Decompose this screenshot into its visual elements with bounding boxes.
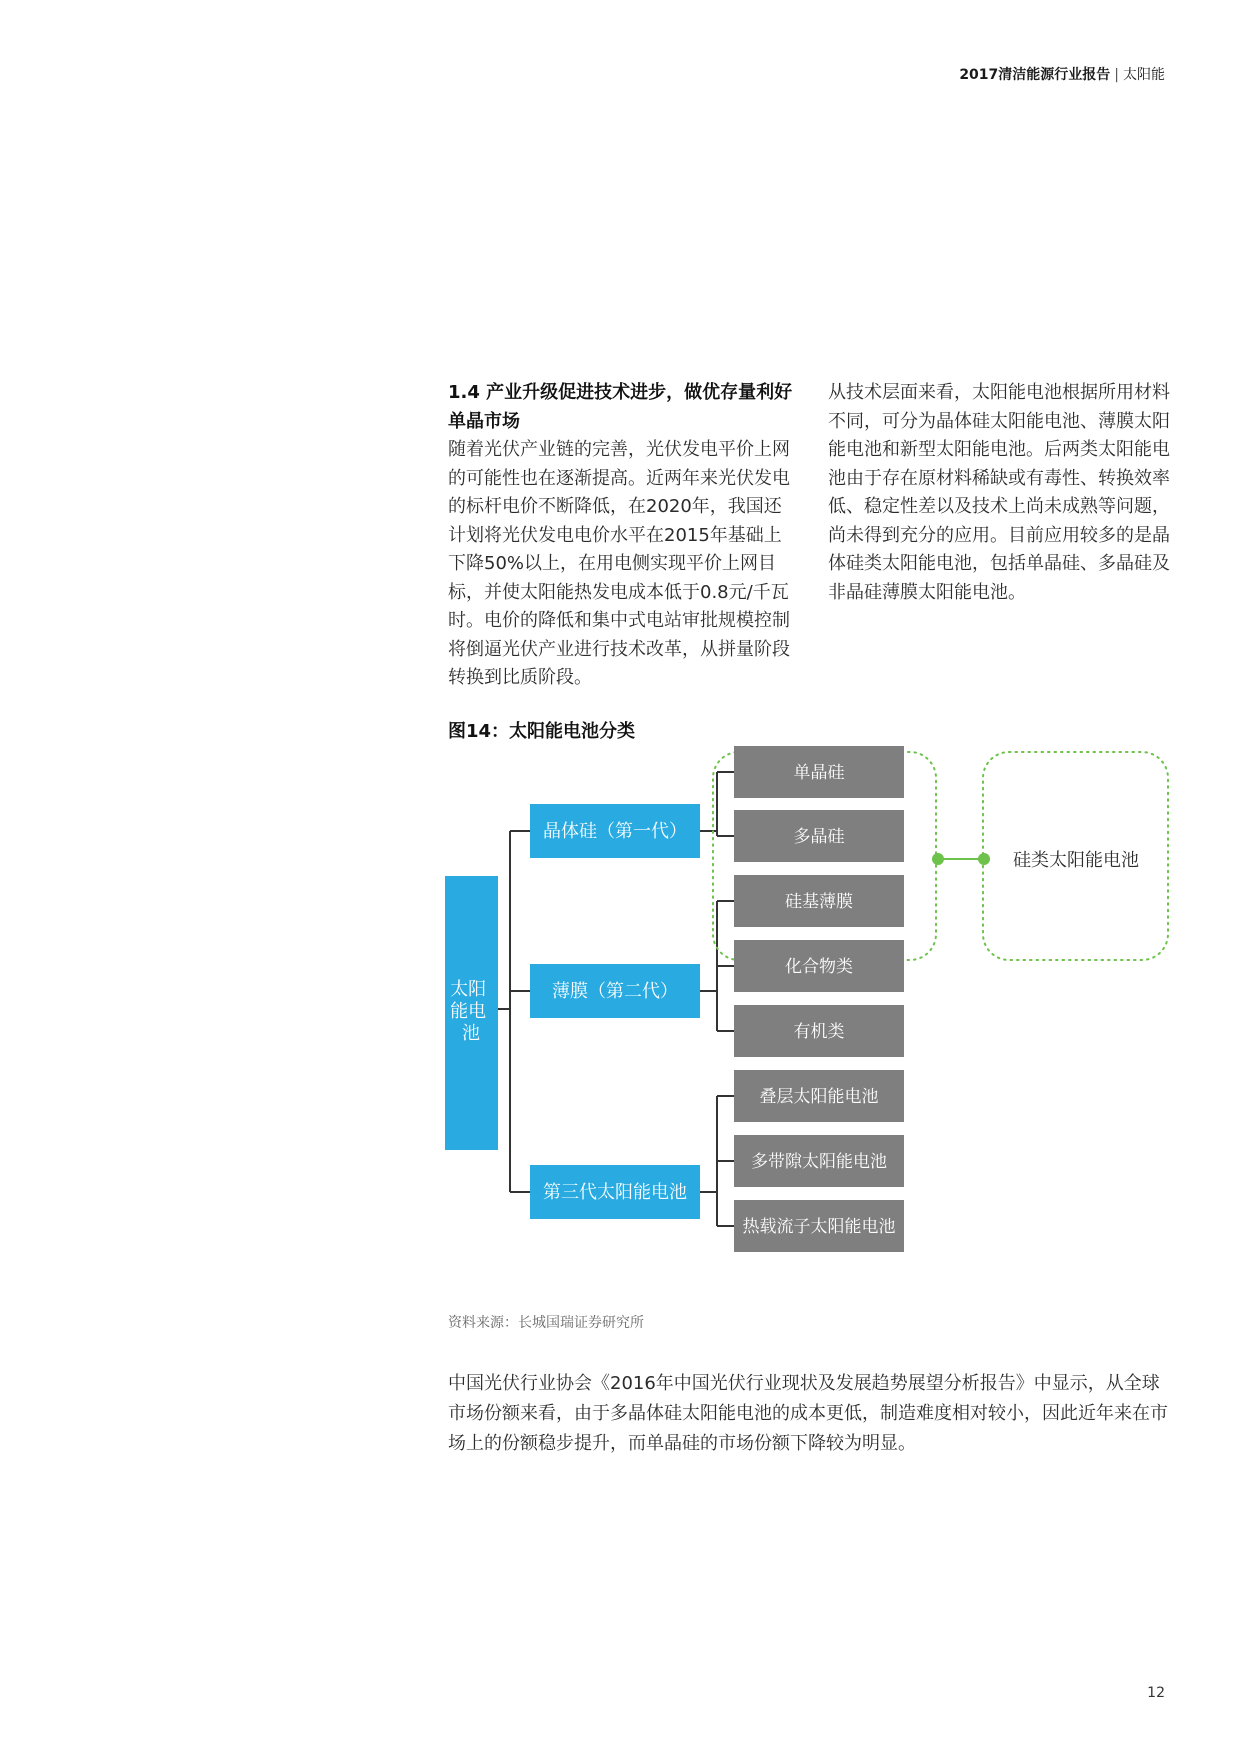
leaf-label: 化合物类 (785, 957, 853, 977)
leaf-label: 单晶硅 (793, 763, 845, 783)
figure-title: 图14：太阳能电池分类 (448, 721, 636, 742)
category-label: 薄膜（第二代） (552, 981, 678, 1002)
category-boxes (530, 804, 700, 1219)
category-label: 第三代太阳能电池 (543, 1182, 687, 1203)
left-body-text: 随着光伏产业链的完善，光伏发电平价上网的可能性也在逐渐提高。近两年来光伏发电的标杆电价不断降低，在2020年，我国还计划将光伏发电电价水平在2015年基础上下降50%以上，在用电侧实现平价上网目标，并使太阳能热发电成本低于0.8元/千瓦时。电价的降低和集中式电站审批规模控制将倒逼光伏产业进行技术改革，从拼量阶段转换到比质阶段。 (448, 439, 790, 688)
group-link-dot-right (978, 853, 990, 865)
report-section: 太阳能 (1123, 67, 1165, 83)
root-label: 太阳 能电 池 (450, 979, 487, 1044)
category-label: 晶体硅（第一代） (543, 821, 687, 842)
figure-source: 资料来源：长城国瑞证券研究所 (448, 1315, 644, 1331)
report-title: 2017清洁能源行业报告 (959, 67, 1111, 83)
leaf-label: 热载流子太阳能电池 (742, 1217, 896, 1237)
section-heading: 1.4 产业升级促进技术进步，做优存量利好单晶市场 (448, 382, 793, 432)
bottom-paragraph: 中国光伏行业协会《2016年中国光伏行业现状及发展趋势展望分析报告》中显示，从全球市场份额来看，由于多晶体硅太阳能电池的成本更低，制造难度相对较小，因此近年来在市场上的份额稳步提升，而单晶硅的市场份额下降较为明显。 (448, 1373, 1168, 1454)
group-link-dot-left (932, 853, 944, 865)
leaf-label: 硅基薄膜 (785, 892, 853, 912)
header-separator: | (1114, 67, 1119, 83)
leaf-boxes (734, 746, 904, 1252)
leaf-label: 多带隙太阳能电池 (751, 1152, 887, 1172)
right-body-text: 从技术层面来看，太阳能电池根据所用材料不同，可分为晶体硅太阳能电池、薄膜太阳能电池和新型太阳能电池。后两类太阳能电池由于存在原材料稀缺或有毒性、转换效率低、稳定性差以及技术上尚未成熟等问题，尚未得到充分的应用。目前应用较多的是晶体硅类太阳能电池，包括单晶硅、多晶硅及非晶硅薄膜太阳能电池。 (828, 382, 1170, 603)
leaf-label: 有机类 (793, 1022, 845, 1042)
page-number: 12 (1147, 1685, 1165, 1701)
group-label: 硅类太阳能电池 (1013, 850, 1139, 871)
leaf-label: 多晶硅 (793, 827, 845, 847)
leaf-label: 叠层太阳能电池 (759, 1087, 879, 1107)
